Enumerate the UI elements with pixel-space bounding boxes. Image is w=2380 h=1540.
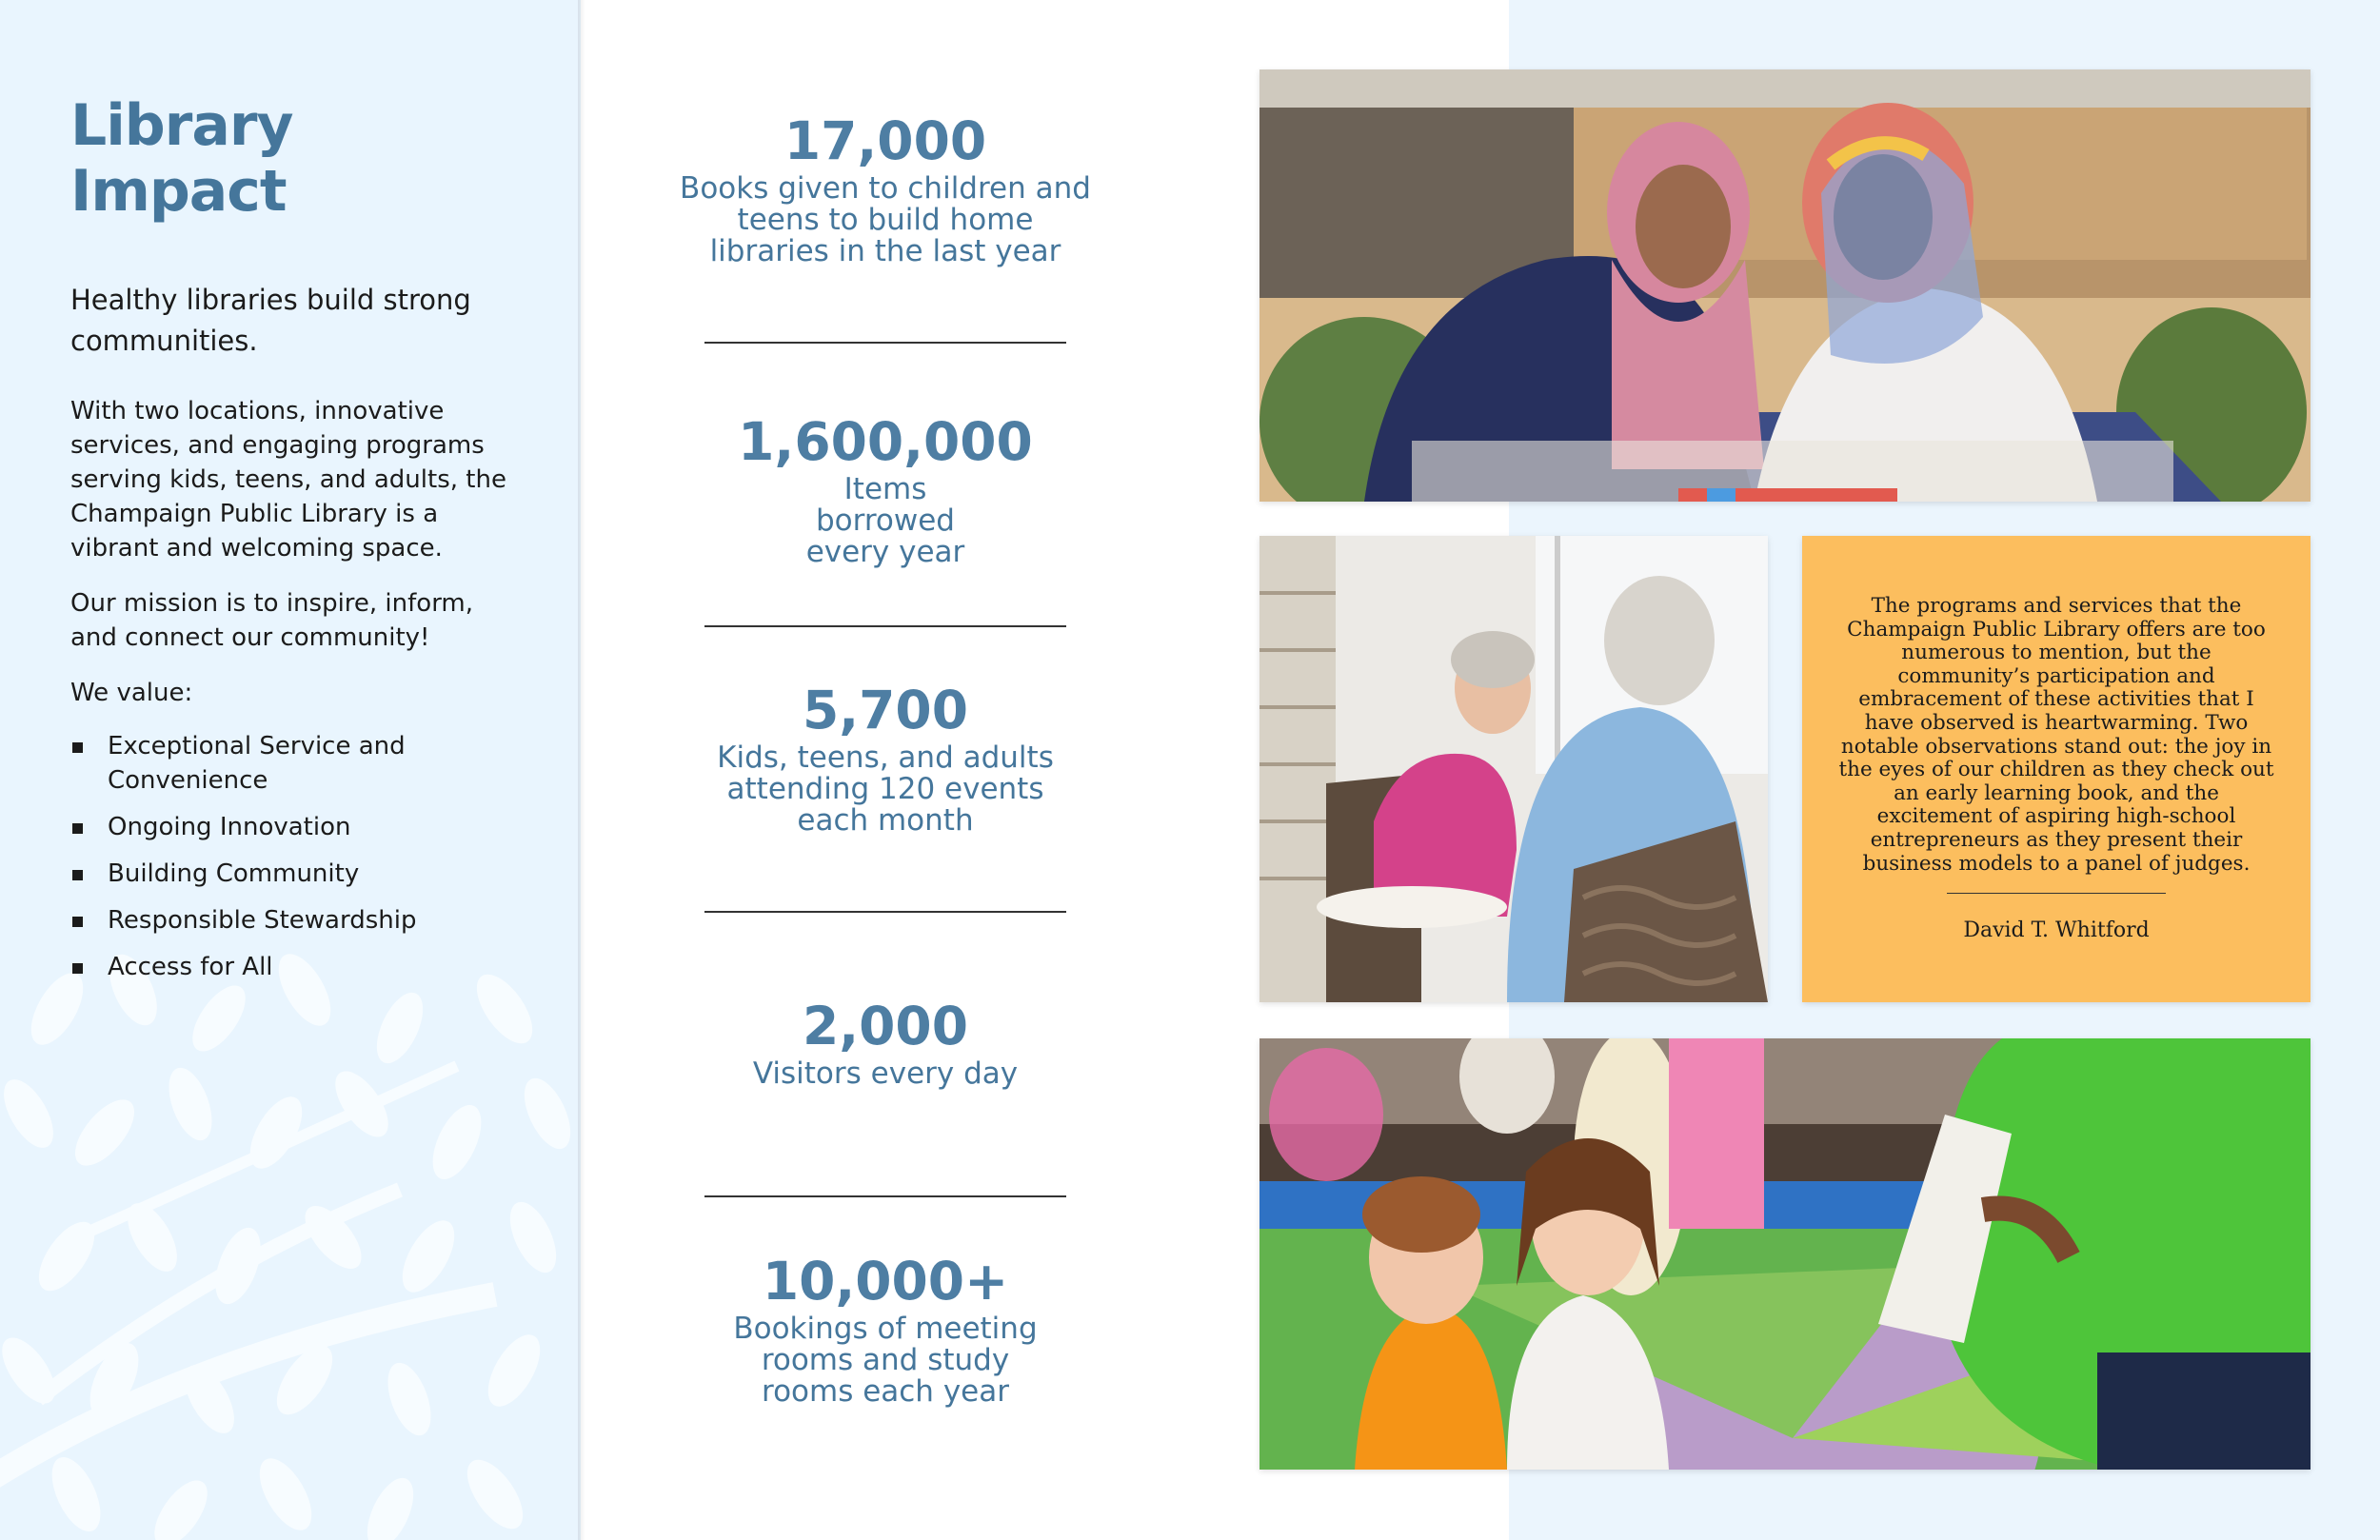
- divider: [704, 342, 1066, 344]
- panel-divider: [578, 0, 585, 1540]
- list-item: [70, 857, 518, 891]
- quote-author: David T. Whitford: [1963, 918, 2150, 942]
- stat-number: 5,700: [803, 680, 968, 740]
- stat-number: 17,000: [783, 110, 987, 171]
- stat-number: 1,600,000: [738, 411, 1033, 472]
- stat-number: 2,000: [803, 996, 968, 1056]
- value-label: Access for All: [108, 953, 273, 981]
- testimonial-quote: [1802, 536, 2311, 1002]
- quote-divider: [1947, 893, 2166, 894]
- photo-illustration: [1259, 1038, 2311, 1470]
- stat-label: Items borrowed every year: [805, 472, 965, 569]
- intro-text: Healthy libraries build strong communities.: [70, 284, 471, 357]
- value-label: Building Community: [108, 859, 360, 888]
- stats-column: [647, 0, 1123, 1540]
- stat-event-attendees: [647, 680, 1123, 837]
- photo-illustration: [1259, 536, 1768, 1002]
- bullet-icon: [72, 963, 83, 974]
- photo-storytime-kids: [1259, 1038, 2311, 1470]
- bullet-icon: [72, 742, 83, 753]
- list-item: [70, 729, 518, 798]
- list-item: [70, 810, 518, 844]
- photo-teens-crafting: [1259, 69, 2311, 502]
- bullet-icon: [72, 870, 83, 880]
- bullet-icon: [72, 917, 83, 927]
- stat-label: Visitors every day: [752, 1056, 1019, 1091]
- page-title: Library Impact: [70, 92, 293, 225]
- stat-room-bookings: [647, 1251, 1123, 1408]
- stat-daily-visitors: [647, 996, 1123, 1090]
- list-item: [70, 950, 518, 984]
- mission-text: Our mission is to inspire, inform, and connect our community!: [70, 589, 474, 652]
- photo-seniors-reading: [1259, 536, 1768, 1002]
- bullet-icon: [72, 823, 83, 834]
- stat-books-given: [647, 110, 1123, 267]
- leaf-pattern-decoration: [0, 952, 581, 1540]
- value-label: Ongoing Innovation: [108, 813, 351, 841]
- divider: [704, 625, 1066, 627]
- value-label: Exceptional Service and Convenience: [108, 732, 406, 795]
- stat-number: 10,000+: [762, 1251, 1009, 1312]
- stat-label: Kids, teens, and adults attending 120 events each month: [717, 740, 1054, 838]
- stat-label: Bookings of meeting rooms and study rooms each year: [733, 1312, 1038, 1409]
- photo-illustration: [1259, 69, 2311, 502]
- sidebar-content: [70, 93, 518, 997]
- list-item: [70, 903, 518, 938]
- quote-text: The programs and services that the Champaign Public Library offers are too numerous to mention, but the community’s participation and embracement of these activities that I have observed is heartwarming. Two notable observations stand out: the joy in the eyes of our children as they check out an early learning book, and the excitement of aspiring high-school entrepreneurs as they present their business models to a panel of judges.: [1838, 594, 2274, 876]
- body-text: With two locations, innovative services, and engaging programs serving kids, teens, and adults, the Champaign Public Library is a vibrant and welcoming space.: [70, 397, 506, 563]
- left-sidebar-panel: [0, 0, 581, 1540]
- divider: [704, 911, 1066, 913]
- stat-items-borrowed: [647, 411, 1123, 568]
- values-label: We value:: [70, 679, 193, 707]
- values-list: [70, 729, 518, 984]
- stat-label: Books given to children and teens to build home libraries in the last year: [680, 171, 1091, 268]
- value-label: Responsible Stewardship: [108, 906, 417, 935]
- divider: [704, 1195, 1066, 1197]
